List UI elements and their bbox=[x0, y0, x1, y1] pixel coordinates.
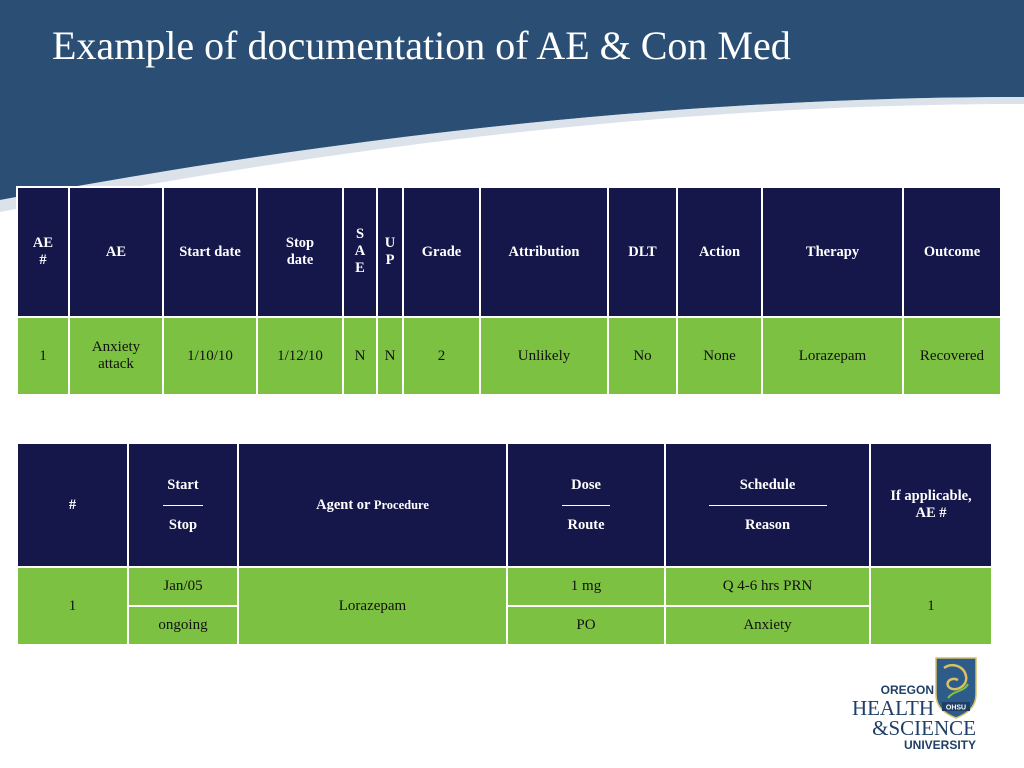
sae-header: S A E bbox=[343, 187, 377, 317]
procedure-label: Procedure bbox=[373, 497, 429, 512]
stop-date-cell: 1/12/10 bbox=[257, 317, 343, 395]
conmed-table bbox=[16, 442, 993, 646]
slide-title: Example of documentation of AE & Con Med bbox=[52, 23, 791, 68]
dose-route-header bbox=[507, 443, 665, 567]
ae-table bbox=[16, 186, 1002, 396]
ohsu-logo bbox=[840, 654, 980, 754]
table-row bbox=[17, 567, 992, 606]
ae-cell: Anxiety attack bbox=[69, 317, 163, 395]
up-header: U P bbox=[377, 187, 403, 317]
logo-line-4: UNIVERSITY bbox=[903, 738, 976, 752]
ae-number-cell: 1 bbox=[870, 567, 992, 645]
table-row bbox=[17, 317, 1001, 395]
stop-header: Stop bbox=[168, 516, 198, 533]
sae-cell: N bbox=[343, 317, 377, 395]
schedule-header: Schedule bbox=[739, 476, 796, 493]
ae-header: AE bbox=[69, 187, 163, 317]
action-cell: None bbox=[677, 317, 762, 395]
start-date-header: Start date bbox=[163, 187, 257, 317]
dlt-cell: No bbox=[608, 317, 677, 395]
dose-header: Dose bbox=[571, 476, 601, 493]
reason-header: Reason bbox=[744, 516, 791, 533]
route-cell: PO bbox=[507, 606, 665, 645]
agent-cell: Lorazepam bbox=[238, 567, 507, 645]
number-cell: 1 bbox=[17, 567, 128, 645]
start-date-cell: 1/10/10 bbox=[163, 317, 257, 395]
logo-line-1: OREGON bbox=[880, 683, 934, 697]
dlt-header: DLT bbox=[608, 187, 677, 317]
grade-header: Grade bbox=[403, 187, 480, 317]
start-cell: Jan/05 bbox=[128, 567, 238, 606]
therapy-cell: Lorazepam bbox=[762, 317, 903, 395]
start-header: Start bbox=[167, 476, 199, 493]
therapy-header: Therapy bbox=[762, 187, 903, 317]
number-header: # bbox=[17, 443, 128, 567]
conmed-header-row bbox=[17, 443, 992, 567]
outcome-cell: Recovered bbox=[903, 317, 1001, 395]
logo-line-2: HEALTH bbox=[851, 696, 934, 720]
ohsu-shield-icon bbox=[936, 658, 976, 718]
attribution-header: Attribution bbox=[480, 187, 608, 317]
ae-header-row bbox=[17, 187, 1001, 317]
schedule-reason-header bbox=[665, 443, 870, 567]
ae-number-header: AE # bbox=[17, 187, 69, 317]
logo-badge: OHSU bbox=[945, 704, 967, 712]
agent-header: Agent or Procedure bbox=[238, 443, 507, 567]
attribution-cell: Unlikely bbox=[480, 317, 608, 395]
route-header: Route bbox=[567, 516, 605, 533]
reason-cell: Anxiety bbox=[665, 606, 870, 645]
outcome-header: Outcome bbox=[903, 187, 1001, 317]
stop-cell: ongoing bbox=[128, 606, 238, 645]
ae-number-cell: 1 bbox=[17, 317, 69, 395]
logo-line-3: &SCIENCE bbox=[872, 716, 976, 740]
stop-date-header: Stop date bbox=[257, 187, 343, 317]
grade-cell: 2 bbox=[403, 317, 480, 395]
start-stop-header bbox=[128, 443, 238, 567]
action-header: Action bbox=[677, 187, 762, 317]
dose-cell: 1 mg bbox=[507, 567, 665, 606]
if-applicable-header: If applicable, AE # bbox=[870, 443, 992, 567]
schedule-cell: Q 4-6 hrs PRN bbox=[665, 567, 870, 606]
up-cell: N bbox=[377, 317, 403, 395]
